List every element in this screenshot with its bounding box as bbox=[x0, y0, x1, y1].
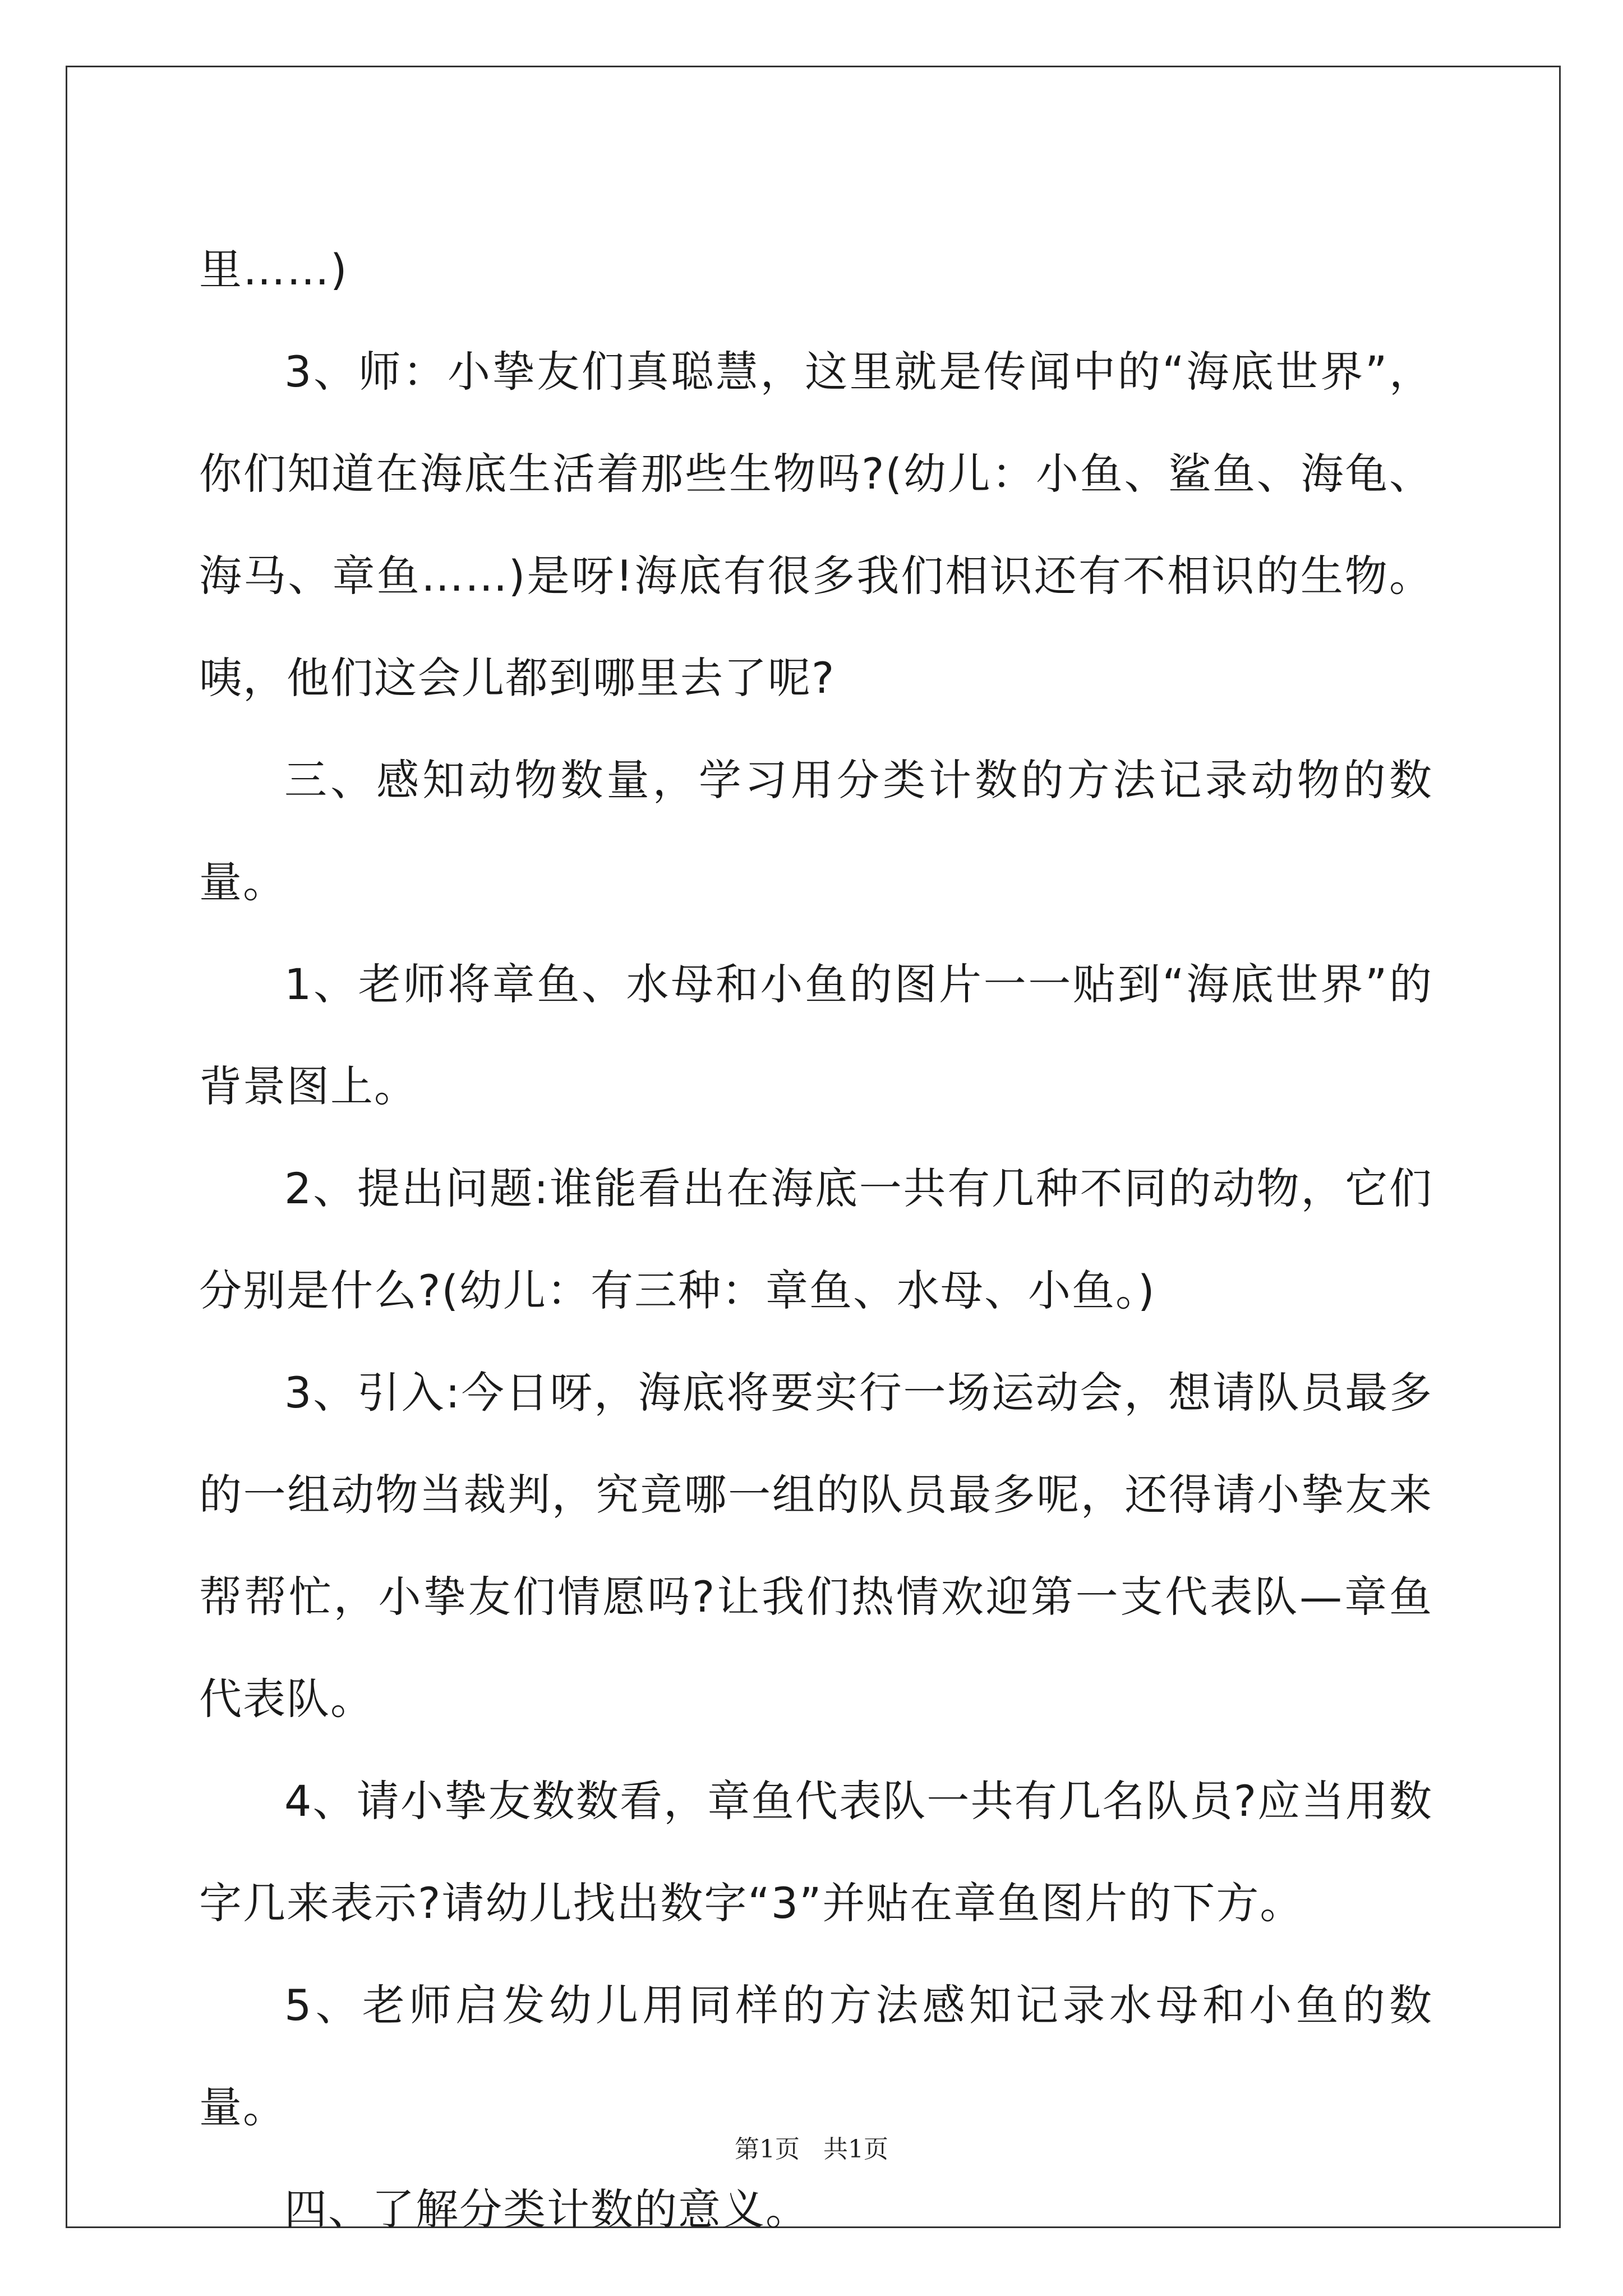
page-footer bbox=[0, 2129, 1623, 2165]
page-number: 第1页 bbox=[735, 2135, 800, 2164]
paragraph-7: 5、老师启发幼儿用同样的方法感知记录水母和小鱼的数量。 bbox=[199, 1980, 1433, 2132]
paragraph-2: 三、感知动物数量，学习用分类计数的方法记录动物的数量。 bbox=[199, 755, 1433, 907]
document-body bbox=[199, 219, 1433, 2261]
paragraph-8: 四、了解分类计数的意义。 bbox=[284, 2184, 809, 2234]
paragraph-0: 里……) bbox=[199, 245, 348, 295]
paragraph-5: 3、引入:今日呀，海底将要实行一场运动会，想请队员最多的一组动物当裁判，究竟哪一组的队员最多呢，还得请小挚友来帮帮忙，小挚友们情愿吗?让我们热情欢迎第一支代表队—章鱼代表队。 bbox=[199, 1368, 1433, 1724]
paragraph-4: 2、提出问题:谁能看出在海底一共有几种不同的动物，它们分别是什么?(幼儿：有三种：章鱼、水母、小鱼。) bbox=[199, 1163, 1433, 1315]
paragraph-3: 1、老师将章鱼、水母和小鱼的图片一一贴到“海底世界”的背景图上。 bbox=[199, 959, 1433, 1111]
paragraph-6: 4、请小挚友数数看，章鱼代表队一共有几名队员?应当用数字几来表示?请幼儿找出数字“3”并贴在章鱼图片的下方。 bbox=[199, 1776, 1433, 1928]
page-total: 共1页 bbox=[823, 2135, 888, 2164]
paragraph-1: 3、师：小挚友们真聪慧，这里就是传闻中的“海底世界”，你们知道在海底生活着那些生物吗?(幼儿：小鱼、鲨鱼、海龟、海马、章鱼……)是呀!海底有很多我们相识还有不相识的生物。咦，他们这会儿都到哪里去了呢? bbox=[199, 347, 1433, 703]
